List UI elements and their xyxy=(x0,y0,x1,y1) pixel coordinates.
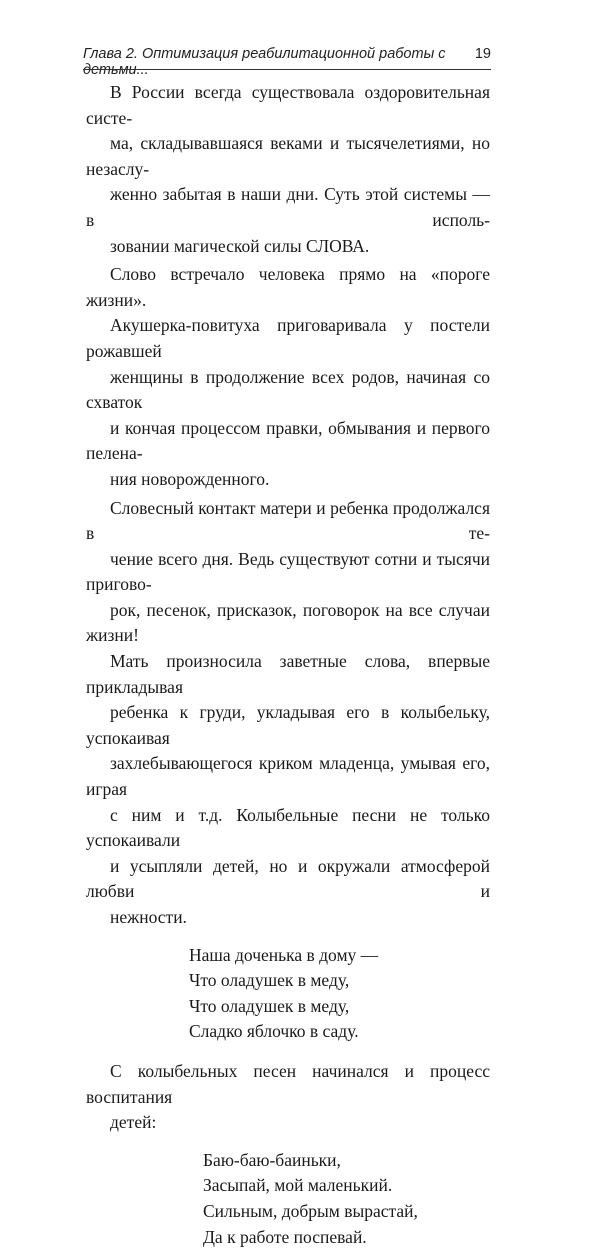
verse-line: Баю-баю-баиньки, xyxy=(203,1149,341,1170)
text-line: ма, складывавшаяся веками и тысячелетиями, но незаслу- xyxy=(86,133,490,179)
header-rule xyxy=(83,69,491,70)
verse-line: Наша доченька в дому — xyxy=(189,944,379,965)
page-number: 19 xyxy=(474,46,491,62)
chapter-title: Глава 2. Оптимизация реабилитационной работы с детьми... xyxy=(83,46,446,78)
paragraph-3 xyxy=(86,496,490,931)
verse-line: Засыпай, мой маленький. xyxy=(203,1175,393,1196)
paragraph-1 xyxy=(86,80,490,259)
text-line: С колыбельных песен начинался и процесс воспитания xyxy=(86,1060,490,1107)
text-line: ния новорожденного. xyxy=(110,468,270,489)
text-line: захлебывающегося криком младенца, умывая его, играя xyxy=(86,753,490,800)
text-line: с ним и т.д. Колыбельные песни не только успокаивали xyxy=(86,804,490,851)
verse-line: Сладко яблочко в саду. xyxy=(189,1021,359,1042)
text-line: чение всего дня. Ведь существуют сотни и тысячи пригово- xyxy=(86,548,490,595)
paragraph-2 xyxy=(86,262,490,492)
text-line: женщины в продолжение всех родов, начиная со схваток xyxy=(86,366,490,413)
text-line: Словесный контакт матери и ребенка продолжался в те- xyxy=(86,497,490,544)
paragraph-4 xyxy=(86,1059,490,1136)
verse-line: Что оладушек в меду, xyxy=(189,995,350,1016)
text-line: Акушерка-повитуха приговаривала у постели рожавшей xyxy=(86,315,490,361)
text-line: зовании магической силы СЛОВА. xyxy=(110,235,370,256)
verse-1 xyxy=(189,943,490,1045)
text-line: В России всегда существовала оздоровительная систе- xyxy=(86,82,490,128)
verse-line: Сильным, добрым вырастай, xyxy=(203,1200,418,1221)
text-line: Мать произносила заветные слова, впервые прикладывая xyxy=(86,651,490,697)
text-line: и усыпляли детей, но и окружали атмосферой любви и xyxy=(86,855,490,902)
verse-line: Да к работе поспевай. xyxy=(203,1226,367,1247)
text-line: рок, песенок, присказок, поговорок на все случаи жизни! xyxy=(86,599,490,646)
page-body xyxy=(86,80,490,1250)
text-line: и кончая процессом правки, обмывания и первого пелена- xyxy=(86,417,490,464)
text-line: ребенка к груди, укладывая его в колыбельку, успокаивая xyxy=(86,702,490,748)
text-line: детей: xyxy=(110,1112,157,1133)
verse-line: Что оладушек в меду, xyxy=(189,970,350,991)
verse-2 xyxy=(203,1148,490,1250)
text-line: нежности. xyxy=(110,907,187,927)
running-header xyxy=(83,46,491,78)
text-line: Слово встречало человека прямо на «пороге жизни». xyxy=(86,264,490,310)
text-line: женно забытая в наши дни. Суть этой системы — в исполь- xyxy=(86,184,490,230)
